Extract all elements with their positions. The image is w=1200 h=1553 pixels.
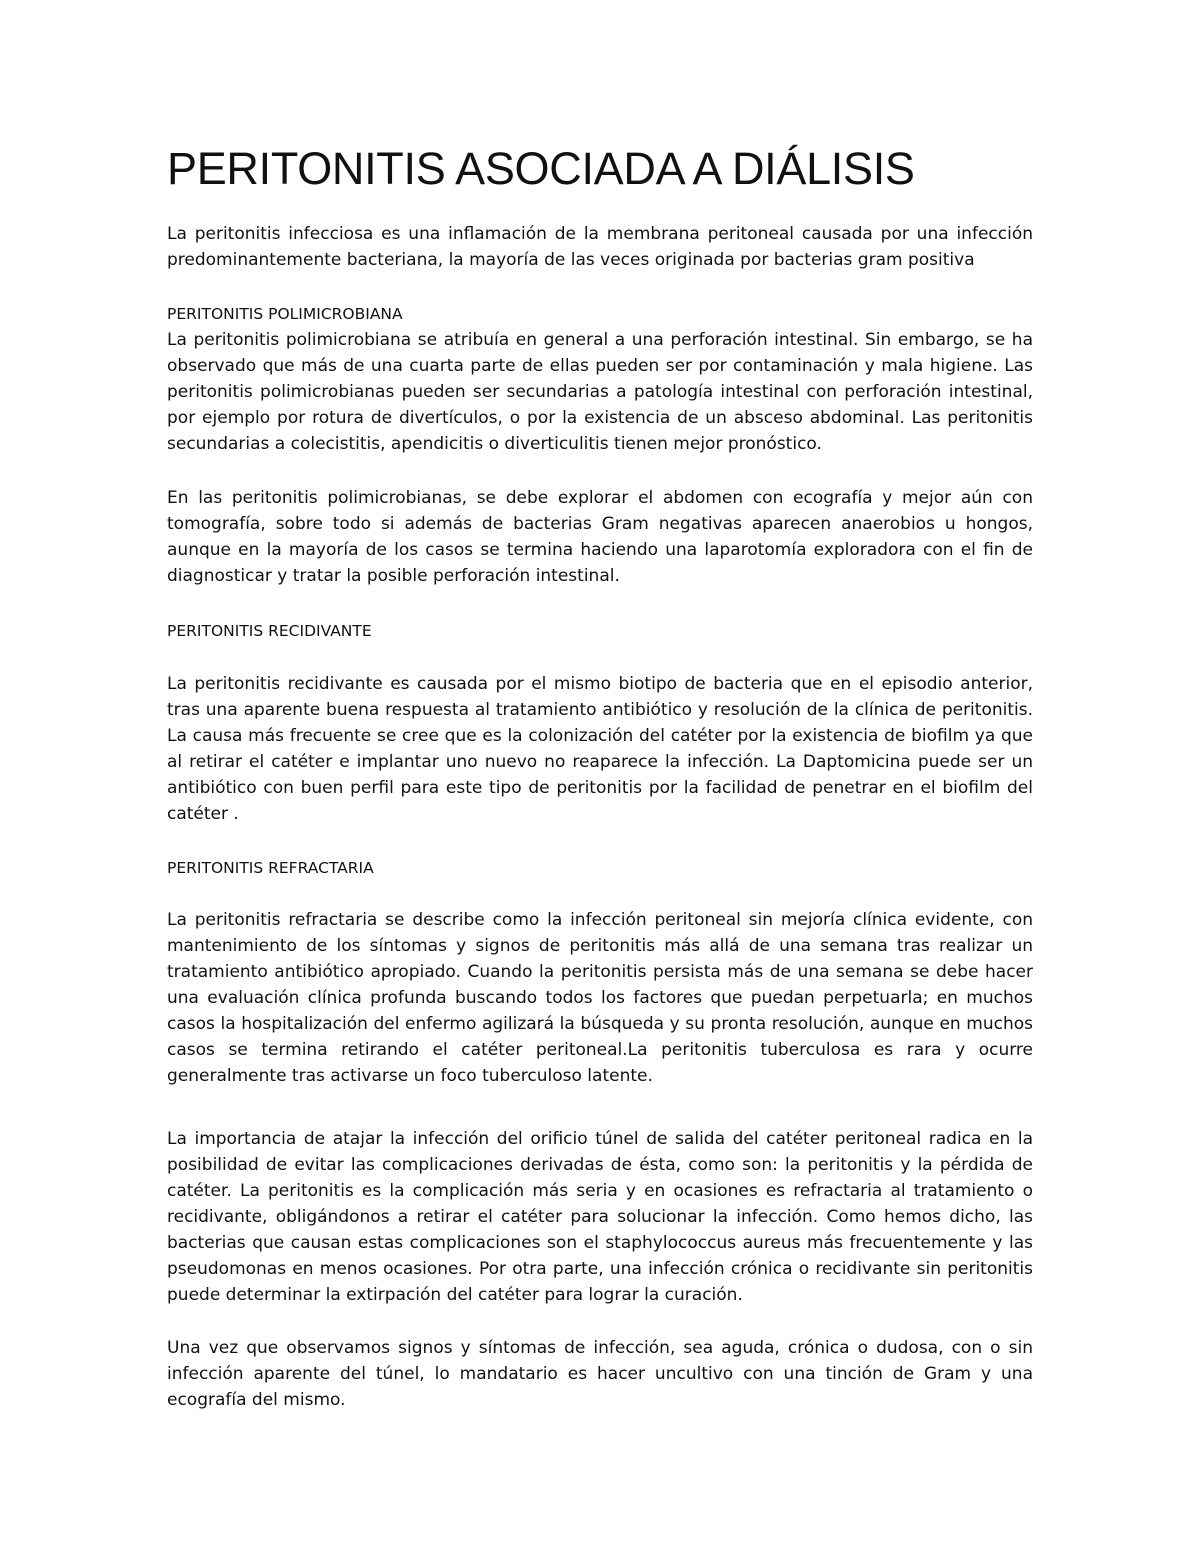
recidivante-paragraph-1: La peritonitis recidivante es causada por el mismo biotipo de bacteria que en el episodio anterior, tras una aparente buena respuesta al tratamiento antibiótico y resolución de la clínica de peritonitis. La causa más frecuente se cree que es la colonización del catéter por la existencia de biofilm ya que al retirar el catéter e implantar uno nuevo no reaparece la infección. La Daptomicina puede ser un antibiótico con buen perfil para este tipo de peritonitis por la facilidad de penetrar en el biofilm del catéter .	[167, 674, 1033, 824]
refractaria-paragraph-2: La importancia de atajar la infección del orificio túnel de salida del catéter peritoneal radica en la posibilidad de evitar las complicaciones derivadas de ésta, como son: la peritonitis y la pérdida de catéter. La peritonitis es la complicación más seria y en ocasiones es refractaria al tratamiento o recidivante, obligándonos a retirar el catéter para solucionar la infección. Como hemos dicho, las bacterias que causan estas complicaciones son el staphylococcus aureus más frecuentemente y las pseudomonas en menos ocasiones. Por otra parte, una infección crónica o recidivante sin peritonitis puede determinar la extirpación del catéter para lograr la curación.	[167, 1129, 1033, 1305]
polimicrobiana-paragraph-1: La peritonitis polimicrobiana se atribuía en general a una perforación intestinal. Sin embargo, se ha observado que más de una cuarta parte de ellas pueden ser por contaminación y mala higiene. Las peritonitis polimicrobianas pueden ser secundarias a patología intestinal con perforación intestinal, por ejemplo por rotura de divertículos, o por la existencia de un absceso abdominal. Las peritonitis secundarias a colecistitis, apendicitis o diverticulitis tienen mejor pronóstico.	[167, 330, 1033, 454]
refractaria-paragraph-3: Una vez que observamos signos y síntomas de infección, sea aguda, crónica o dudosa, con o sin infección aparente del túnel, lo mandatario es hacer uncultivo con una tinción de Gram y una ecografía del mismo.	[167, 1338, 1033, 1410]
section-heading-polimicrobiana: PERITONITIS POLIMICROBIANA	[167, 305, 403, 323]
section-heading-refractaria: PERITONITIS REFRACTARIA	[167, 859, 374, 877]
section-heading-recidivante: PERITONITIS RECIDIVANTE	[167, 622, 372, 640]
polimicrobiana-paragraph-2: En las peritonitis polimicrobianas, se debe explorar el abdomen con ecografía y mejor aún con tomografía, sobre todo si además de bacterias Gram negativas aparecen anaerobios u hongos, aunque en la mayoría de los casos se termina haciendo una laparotomía exploradora con el fin de diagnosticar y tratar la posible perforación intestinal.	[167, 488, 1033, 586]
page-title: PERITONITIS ASOCIADA A DIÁLISIS	[167, 143, 915, 194]
intro-paragraph: La peritonitis infecciosa es una inflamación de la membrana peritoneal causada por una infección predominantemente bacteriana, la mayoría de las veces originada por bacterias gram positiva	[167, 224, 1033, 270]
refractaria-paragraph-1: La peritonitis refractaria se describe como la infección peritoneal sin mejoría clínica evidente, con mantenimiento de los síntomas y signos de peritonitis más allá de una semana tras realizar un tratamiento antibiótico apropiado. Cuando la peritonitis persista más de una semana se debe hacer una evaluación clínica profunda buscando todos los factores que puedan perpetuarla; en muchos casos la hospitalización del enfermo agilizará la búsqueda y su pronta resolución, aunque en muchos casos se termina retirando el catéter peritoneal.La peritonitis tuberculosa es rara y ocurre generalmente tras activarse un foco tuberculoso latente.	[167, 910, 1033, 1086]
